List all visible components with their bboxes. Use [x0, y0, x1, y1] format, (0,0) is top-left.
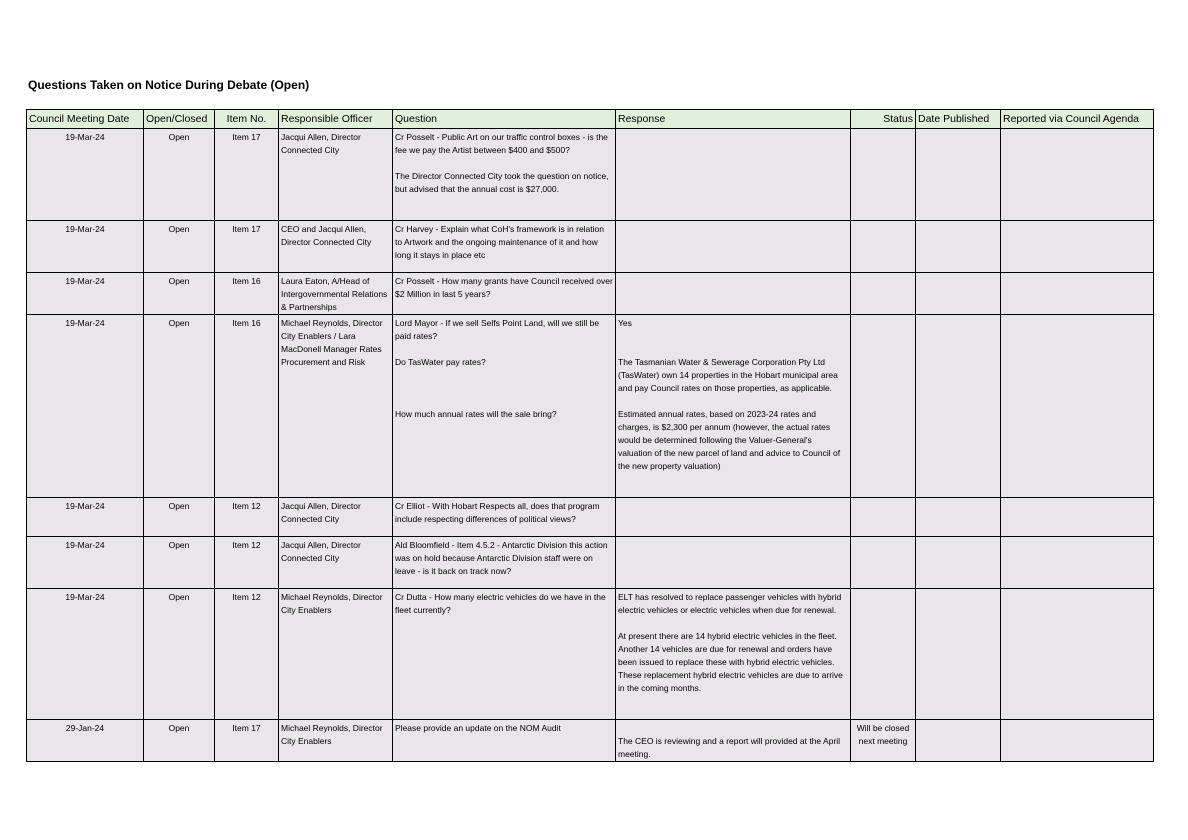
cell-item-no: Item 17	[215, 720, 279, 762]
table-row	[27, 273, 1154, 315]
cell-date-published	[916, 498, 1001, 537]
cell-officer: Michael Reynolds, Director City Enablers / Lara MacDonell Manager Rates Procurement and Risk	[279, 315, 393, 498]
cell-date: 19-Mar-24	[27, 589, 144, 720]
cell-question	[393, 315, 616, 498]
cell-date: 19-Mar-24	[27, 498, 144, 537]
cell-question: Ald Bloomfield - Item 4.5.2 - Antarctic Division this action was on hold because Antarctic Division staff were on leave - is it back on track now?	[393, 537, 616, 589]
header-item-no: Item No.	[215, 110, 279, 129]
response-text: The CEO is reviewing and a report will provided at the April meeting.	[618, 736, 841, 759]
cell-date-published	[916, 720, 1001, 762]
cell-status	[851, 129, 916, 221]
cell-open-closed: Open	[144, 221, 215, 273]
cell-reported	[1001, 589, 1154, 720]
cell-status	[851, 589, 916, 720]
cell-status	[851, 498, 916, 537]
cell-date-published	[916, 315, 1001, 498]
question-text: Cr Posselt - Public Art on our traffic control boxes - is the fee we pay the Artist between $400 and $500?	[395, 132, 608, 155]
cell-reported	[1001, 720, 1154, 762]
cell-reported	[1001, 273, 1154, 315]
cell-response	[616, 221, 851, 273]
cell-date: 19-Mar-24	[27, 221, 144, 273]
cell-reported	[1001, 221, 1154, 273]
cell-item-no: Item 17	[215, 221, 279, 273]
cell-officer: Michael Reynolds, Director City Enablers	[279, 589, 393, 720]
cell-item-no: Item 16	[215, 273, 279, 315]
cell-reported	[1001, 129, 1154, 221]
cell-reported	[1001, 498, 1154, 537]
cell-question: Please provide an update on the NOM Audit	[393, 720, 616, 762]
cell-response	[616, 589, 851, 720]
cell-item-no: Item 12	[215, 537, 279, 589]
header-response: Response	[616, 110, 851, 129]
cell-officer: Laura Eaton, A/Head of Intergovernmental Relations & Partnerships	[279, 273, 393, 315]
page-title: Questions Taken on Notice During Debate (Open)	[28, 78, 310, 92]
table-row	[27, 498, 1154, 537]
cell-reported	[1001, 315, 1154, 498]
cell-date: 29-Jan-24	[27, 720, 144, 762]
cell-date-published	[916, 537, 1001, 589]
header-row	[27, 110, 1154, 129]
question-text: The Director Connected City took the question on notice, but advised that the annual cost is $27,000.	[395, 171, 609, 194]
cell-date: 19-Mar-24	[27, 129, 144, 221]
cell-response	[616, 273, 851, 315]
cell-open-closed: Open	[144, 720, 215, 762]
question-text: Lord Mayor - If we sell Selfs Point Land, will we still be paid rates?	[395, 318, 600, 341]
header-question: Question	[393, 110, 616, 129]
table-row	[27, 537, 1154, 589]
cell-date: 19-Mar-24	[27, 315, 144, 498]
header-status: Status	[851, 110, 916, 129]
table-row	[27, 720, 1154, 762]
cell-item-no: Item 12	[215, 498, 279, 537]
cell-officer: Michael Reynolds, Director City Enablers	[279, 720, 393, 762]
cell-status	[851, 221, 916, 273]
cell-open-closed: Open	[144, 589, 215, 720]
question-text: Do TasWater pay rates?	[395, 357, 486, 367]
table-row	[27, 129, 1154, 221]
response-text: ELT has resolved to replace passenger vehicles with hybrid electric vehicles or electric vehicles when due for renewal.	[618, 592, 842, 615]
cell-item-no: Item 16	[215, 315, 279, 498]
cell-status: Will be closed next meeting	[851, 720, 916, 762]
questions-table	[26, 109, 1154, 762]
cell-date-published	[916, 589, 1001, 720]
cell-officer: Jacqui Allen, Director Connected City	[279, 537, 393, 589]
cell-response	[616, 315, 851, 498]
cell-question	[393, 129, 616, 221]
response-text: Estimated annual rates, based on 2023-24 rates and charges, is $2,300 per annum (however, the actual rates would be determined following the Valuer-General's valuation of the new parcel of land and advice to Council of the new property valuation)	[618, 409, 841, 471]
table-row	[27, 315, 1154, 498]
cell-question: Cr Harvey - Explain what CoH's framework is in relation to Artwork and the ongoing maintenance of it and how long it stays in place etc	[393, 221, 616, 273]
cell-open-closed: Open	[144, 273, 215, 315]
cell-officer: CEO and Jacqui Allen, Director Connected City	[279, 221, 393, 273]
header-responsible-officer: Responsible Officer	[279, 110, 393, 129]
cell-date: 19-Mar-24	[27, 273, 144, 315]
cell-response	[616, 720, 851, 762]
cell-open-closed: Open	[144, 315, 215, 498]
header-open-closed: Open/Closed	[144, 110, 215, 129]
header-reported-via-council-agenda: Reported via Council Agenda	[1001, 110, 1154, 129]
cell-officer: Jacqui Allen, Director Connected City	[279, 129, 393, 221]
table-row	[27, 221, 1154, 273]
cell-question: Cr Dutta - How many electric vehicles do we have in the fleet currently?	[393, 589, 616, 720]
cell-response	[616, 498, 851, 537]
header-council-meeting-date: Council Meeting Date	[27, 110, 144, 129]
cell-status	[851, 273, 916, 315]
cell-date: 19-Mar-24	[27, 537, 144, 589]
response-text: At present there are 14 hybrid electric vehicles in the fleet. Another 14 vehicles are due for renewal and orders have been issued to replace these with hybrid electric vehicles. These replacement hybrid electric vehicles are due to arrive in the coming months.	[618, 631, 843, 693]
cell-item-no: Item 12	[215, 589, 279, 720]
question-text: How much annual rates will the sale bring?	[395, 409, 557, 419]
cell-question: Cr Elliot - With Hobart Respects all, does that program include respecting differences of political views?	[393, 498, 616, 537]
cell-date-published	[916, 221, 1001, 273]
cell-item-no: Item 17	[215, 129, 279, 221]
table-row	[27, 589, 1154, 720]
cell-date-published	[916, 129, 1001, 221]
header-date-published: Date Published	[916, 110, 1001, 129]
response-text: The Tasmanian Water & Sewerage Corporation Pty Ltd (TasWater) own 14 properties in the Hobart municipal area and pay Council rates on those properties, as applicable.	[618, 357, 838, 393]
cell-status	[851, 315, 916, 498]
cell-open-closed: Open	[144, 537, 215, 589]
cell-date-published	[916, 273, 1001, 315]
cell-officer: Jacqui Allen, Director Connected City	[279, 498, 393, 537]
response-text: Yes	[618, 318, 632, 328]
cell-open-closed: Open	[144, 498, 215, 537]
cell-status	[851, 537, 916, 589]
cell-response	[616, 537, 851, 589]
cell-reported	[1001, 537, 1154, 589]
cell-question: Cr Posselt - How many grants have Council received over $2 Million in last 5 years?	[393, 273, 616, 315]
cell-response	[616, 129, 851, 221]
cell-open-closed: Open	[144, 129, 215, 221]
